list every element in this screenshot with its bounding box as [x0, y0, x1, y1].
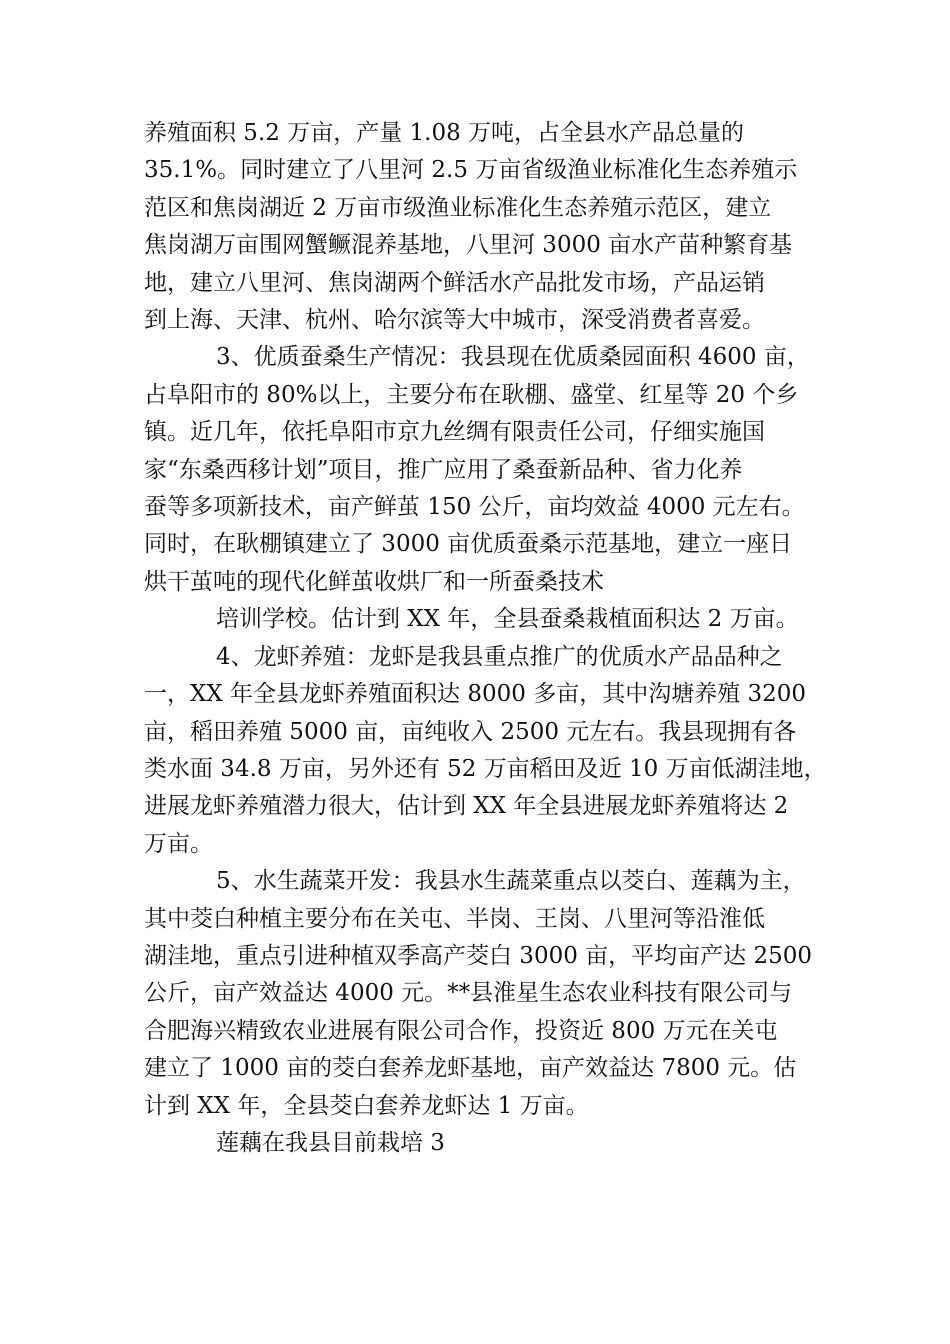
text-line: 家“东桑西移计划”项目，推广应用了桑蚕新品种、省力化养: [144, 456, 743, 483]
text-line: 计到 XX 年，全县茭白套养龙虾达 1 万亩。: [144, 1092, 589, 1119]
paragraph: [144, 601, 824, 638]
text-line: 同时，在耿棚镇建立了 3000 亩优质蚕桑示范基地，建立一座日: [144, 531, 793, 558]
text-line: 进展龙虾养殖潜力很大，估计到 XX 年全县进展龙虾养殖将达 2: [144, 793, 789, 820]
document-body: [144, 115, 827, 1162]
text-line: 镇。近几年，依托阜阳市京九丝绸有限责任公司，仔细实施国: [144, 419, 765, 446]
text-line: 3、优质蚕桑生产情况：我县现在优质桑园面积 4600 亩，: [216, 344, 810, 371]
text-line: 养殖面积 5.2 万亩，产量 1.08 万吨，占全县水产品总量的: [144, 120, 745, 146]
text-line: 范区和焦岗湖近 2 万亩市级渔业标准化生态养殖示范区，建立: [144, 194, 772, 221]
text-line: 培训学校。估计到 XX 年，全县蚕桑栽植面积达 2 万亩。: [216, 606, 799, 633]
paragraph: [144, 115, 824, 339]
text-line: 占阜阳市的 80%以上，主要分布在耿棚、盛堂、红星等 20 个乡: [144, 381, 799, 408]
text-line: 蚕等多项新技术，亩产鲜茧 150 公斤，亩均效益 4000 元左右。: [144, 494, 805, 521]
text-line: 莲藕在我县目前栽培 3: [216, 1129, 445, 1156]
text-line: 地，建立八里河、焦岗湖两个鲜活水产品批发市场，产品运销: [144, 269, 765, 296]
text-line: 万亩。: [144, 830, 213, 857]
text-line: 5、水生蔬菜开发：我县水生蔬菜重点以茭白、莲藕为主，: [216, 868, 806, 895]
text-line: 其中茭白种植主要分布在关屯、半岗、王岗、八里河等沿淮低: [144, 905, 765, 932]
text-line: 焦岗湖万亩围网蟹鳜混养基地，八里河 3000 亩水产苗种繁育基: [144, 232, 793, 259]
text-line: 一，XX 年全县龙虾养殖面积达 8000 多亩，其中沟塘养殖 3200: [144, 681, 807, 708]
paragraph: [144, 1125, 824, 1162]
paragraph: [144, 339, 824, 601]
text-line: 湖洼地，重点引进种植双季高产茭白 3000 亩，平均亩产达 2500: [144, 942, 812, 969]
text-line: 烘干茧吨的现代化鲜茧收烘厂和一所蚕桑技术: [144, 568, 604, 595]
text-line: 亩，稻田养殖 5000 亩，亩纯收入 2500 元左右。我县现拥有各: [144, 718, 797, 745]
text-line: 类水面 34.8 万亩，另外还有 52 万亩稻田及近 10 万亩低湖洼地，: [144, 755, 827, 782]
text-line: 到上海、天津、杭州、哈尔滨等大中城市，深受消费者喜爱。: [144, 307, 765, 334]
text-line: 公斤，亩产效益达 4000 元。**县淮星生态农业科技有限公司与: [144, 980, 793, 1007]
text-line: 4、龙虾养殖：龙虾是我县重点推广的优质水产品品种之: [216, 643, 783, 670]
text-line: 35.1%。同时建立了八里河 2.5 万亩省级渔业标准化生态养殖示: [144, 157, 798, 184]
text-line: 合肥海兴精致农业进展有限公司合作，投资近 800 万元在关屯: [144, 1017, 778, 1044]
paragraph: [144, 639, 827, 863]
paragraph: [144, 863, 824, 1125]
text-line: 建立了 1000 亩的茭白套养龙虾基地，亩产效益达 7800 元。估: [144, 1055, 797, 1082]
